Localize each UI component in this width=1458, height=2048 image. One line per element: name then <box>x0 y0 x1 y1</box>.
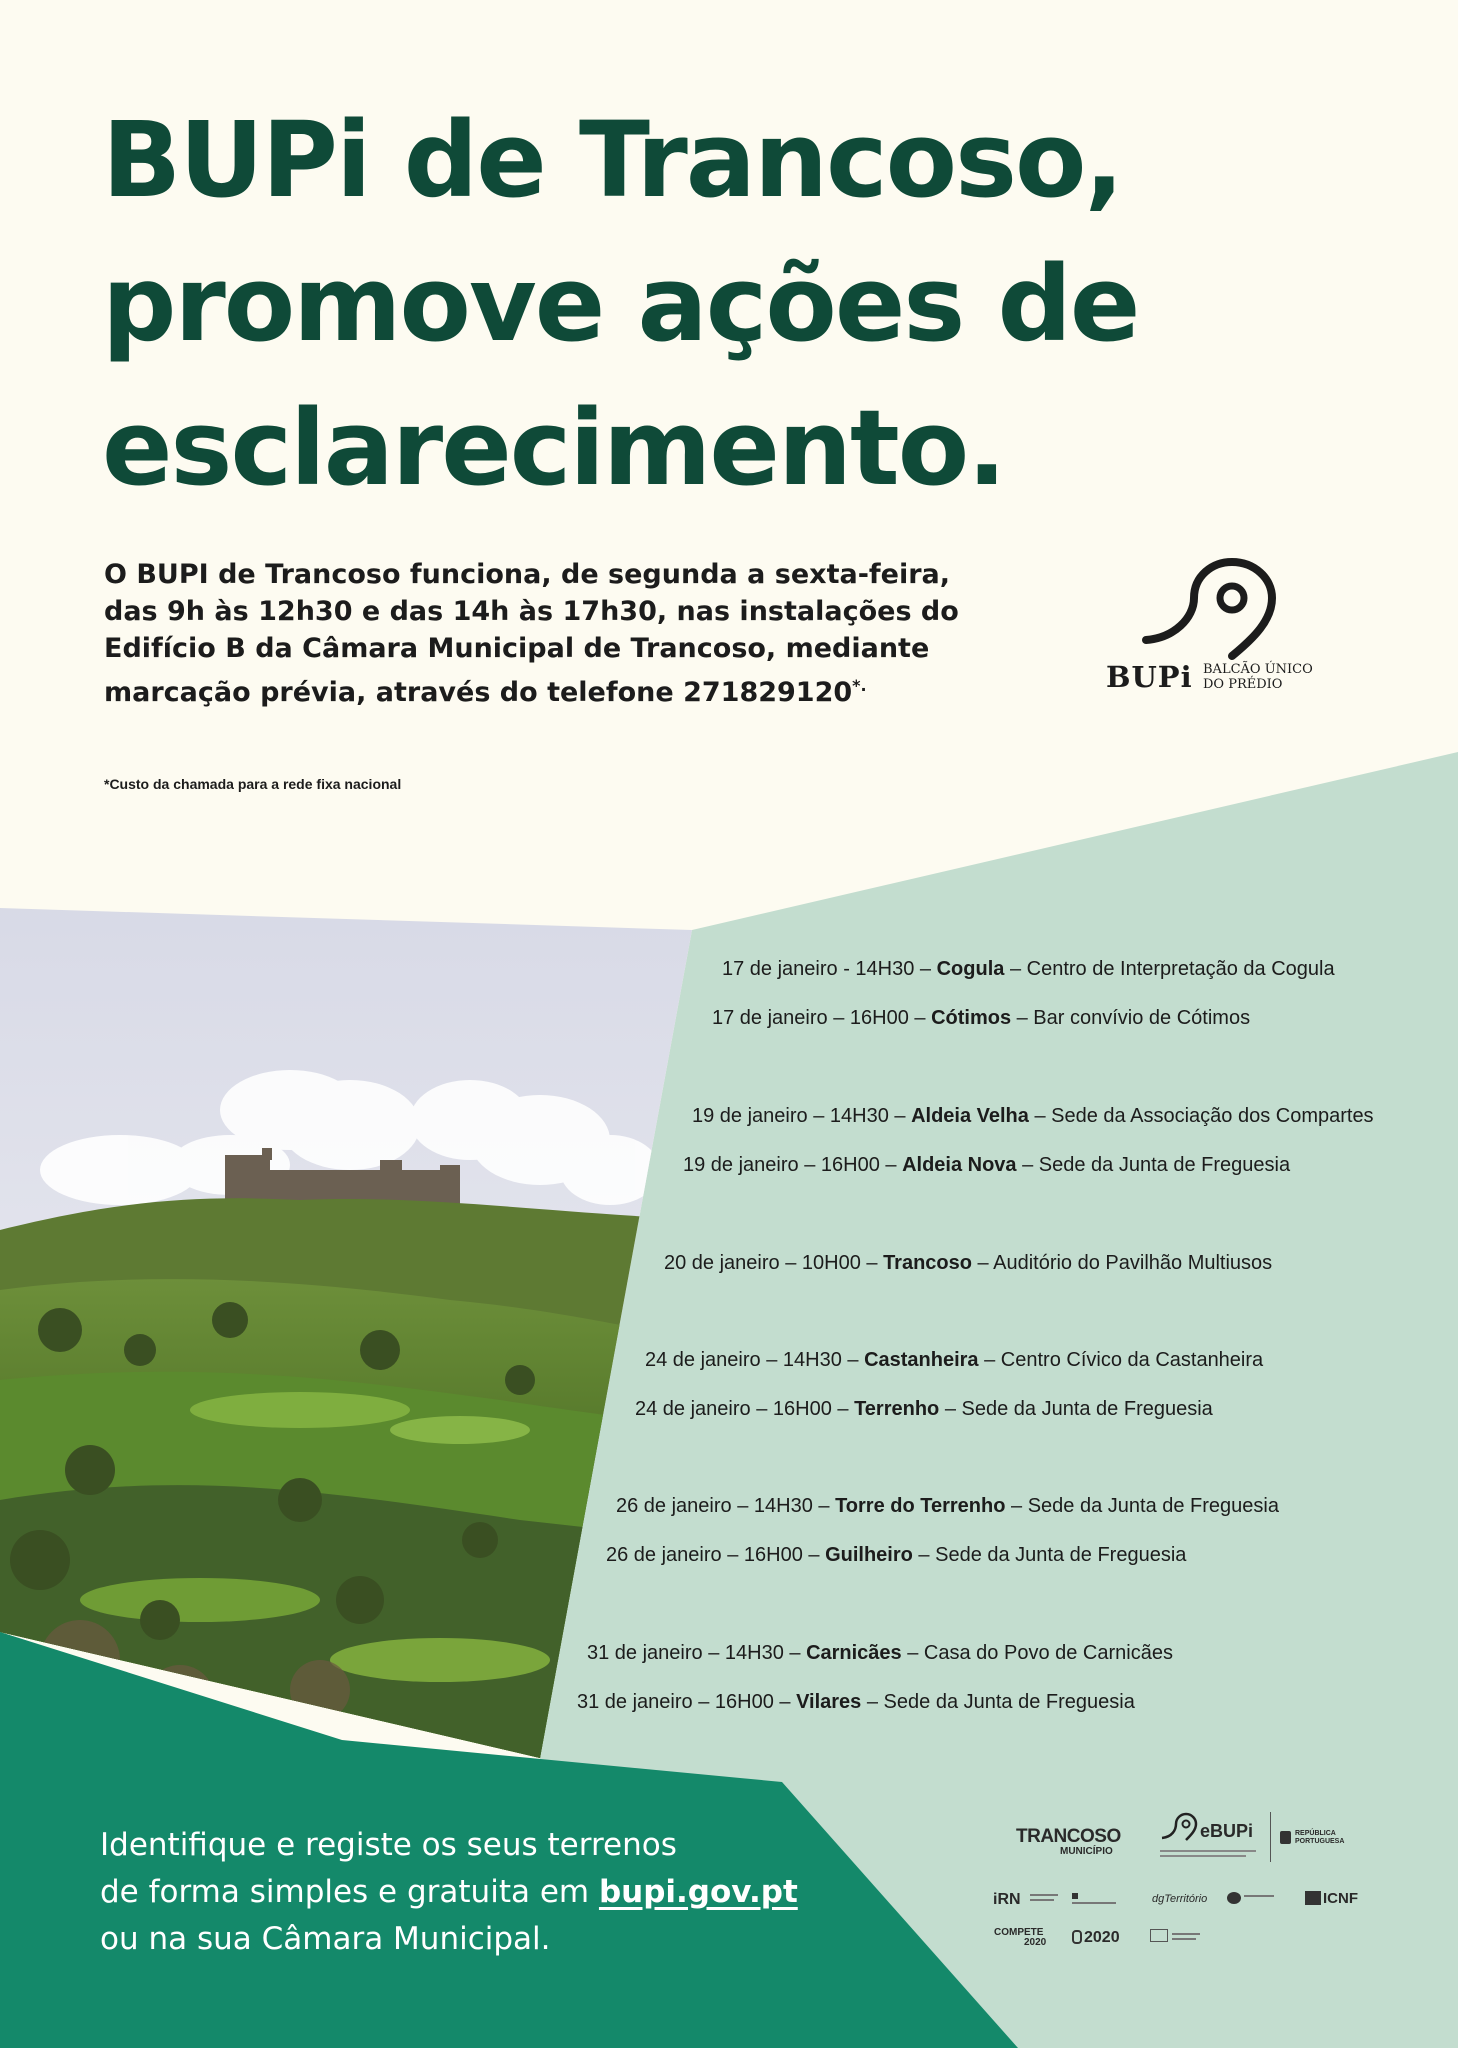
intro-line-2: das 9h às 12h30 e das 14h às 17h30, nas instalações do <box>104 596 959 627</box>
event-date-time: 17 de janeiro - 14H30 – <box>722 958 932 980</box>
cta-line-2 <box>100 1869 860 1916</box>
republica-logo <box>1295 1830 1344 1846</box>
headline-line-2: promove ações de <box>102 243 1139 365</box>
event-date-time: 26 de janeiro – 14H30 – <box>616 1495 830 1517</box>
irn-caption-line <box>1030 1899 1054 1901</box>
event-venue: – Sede da Junta de Freguesia <box>866 1691 1135 1713</box>
irn-logo: iRN <box>993 1891 1021 1908</box>
bupi-subtitle-line-1: BALCÃO ÚNICO <box>1203 662 1313 677</box>
event-location: Terrenho <box>854 1398 940 1420</box>
ama-logo-mark-icon <box>1072 1893 1078 1899</box>
event-date-time: 19 de janeiro – 16H00 – <box>683 1154 897 1176</box>
ifap-logo-icon <box>1227 1892 1241 1904</box>
event-date-time: 31 de janeiro – 16H00 – <box>577 1691 791 1713</box>
call-to-action <box>100 1822 860 1963</box>
event-venue: – Sede da Junta de Freguesia <box>918 1544 1187 1566</box>
ebupi-caption-line <box>1160 1850 1256 1852</box>
intro-line-1: O BUPI de Trancoso funciona, de segunda a sexta-feira, <box>104 559 951 590</box>
event-location: Castanheira <box>864 1349 979 1371</box>
republica-emblem-icon <box>1280 1831 1291 1844</box>
compete-logo: COMPETE <box>994 1927 1044 1938</box>
event-location: Guilheiro <box>825 1544 913 1566</box>
bupi-subtitle <box>1203 662 1313 692</box>
event-date-time: 19 de janeiro – 14H30 – <box>692 1105 906 1127</box>
event-location: Cogula <box>936 958 1005 980</box>
compete-logo-year: 2020 <box>1024 1937 1047 1948</box>
event-location: Aldeia Nova <box>902 1154 1017 1176</box>
ebupi-logo: eBUPi <box>1200 1821 1254 1841</box>
event-location: Vilares <box>796 1691 862 1713</box>
event-venue: – Sede da Associação dos Compartes <box>1034 1105 1374 1127</box>
event-date-time: 24 de janeiro – 16H00 – <box>635 1398 849 1420</box>
event-venue: – Bar convívio de Cótimos <box>1016 1007 1251 1029</box>
bupi-website-link[interactable]: bupi.gov.pt <box>598 1874 798 1910</box>
ama-caption-line <box>1072 1902 1116 1904</box>
event-date-time: 24 de janeiro – 14H30 – <box>645 1349 859 1371</box>
event-venue: – Sede da Junta de Freguesia <box>944 1398 1213 1420</box>
portugal2020-logo: 2020 <box>1084 1929 1120 1946</box>
logo-divider <box>1270 1812 1271 1862</box>
event-location: Aldeia Velha <box>911 1105 1029 1127</box>
event-venue: – Auditório do Pavilhão Multiusos <box>977 1252 1273 1274</box>
ebupi-pin-icon <box>1158 1812 1198 1848</box>
irn-caption-line <box>1030 1894 1058 1896</box>
event-date-time: 31 de janeiro – 14H30 – <box>587 1642 801 1664</box>
event-location: Carnicães <box>806 1642 902 1664</box>
event-venue: – Casa do Povo de Carnicães <box>907 1642 1173 1664</box>
cta-line-1: Identifique e registe os seus terrenos <box>100 1827 677 1863</box>
event-venue: – Sede da Junta de Freguesia <box>1022 1154 1291 1176</box>
event-location: Torre do Terrenho <box>835 1495 1006 1517</box>
trancoso-logo-subtitle: MUNICÍPIO <box>1060 1846 1113 1857</box>
ebupi-caption-line <box>1160 1855 1246 1857</box>
portugal2020-mark-icon <box>1072 1930 1082 1944</box>
bupi-wordmark: BUPi <box>1106 660 1193 694</box>
republica-logo-line-1: REPÚBLICA <box>1295 1830 1336 1837</box>
event-date-time: 17 de janeiro – 16H00 – <box>712 1007 926 1029</box>
cta-line-2-text: de forma simples e gratuita em <box>100 1874 599 1910</box>
footnote: *Custo da chamada para a rede fixa nacional <box>104 776 402 792</box>
intro-line-4: marcação prévia, através do telefone 271829120 <box>104 677 853 708</box>
headline-line-1: BUPi de Trancoso, <box>102 99 1122 221</box>
event-location: Trancoso <box>883 1252 972 1274</box>
icnf-logo: ICNF <box>1323 1890 1358 1907</box>
event-date-time: 20 de janeiro – 10H00 – <box>664 1252 878 1274</box>
dgterritorio-logo: dgTerritório <box>1152 1893 1208 1905</box>
eu-caption-line <box>1172 1933 1200 1935</box>
icnf-emblem-icon <box>1305 1891 1321 1905</box>
republica-logo-line-2: PORTUGUESA <box>1295 1838 1345 1845</box>
intro-asterisk: *. <box>852 676 867 695</box>
event-venue: – Centro Cívico da Castanheira <box>984 1349 1264 1371</box>
headline-line-3: esclarecimento. <box>102 387 1005 509</box>
event-venue: – Sede da Junta de Freguesia <box>1011 1495 1279 1517</box>
intro-paragraph <box>104 556 984 711</box>
trancoso-logo: TRANCOSO <box>1016 1826 1121 1847</box>
eu-flag-icon <box>1150 1929 1168 1942</box>
bupi-subtitle-line-2: DO PRÉDIO <box>1203 677 1283 692</box>
eu-caption-line <box>1172 1938 1196 1940</box>
cta-line-3: ou na sua Câmara Municipal. <box>100 1921 551 1957</box>
event-location: Cótimos <box>931 1007 1012 1029</box>
ifap-caption-line <box>1244 1895 1274 1897</box>
intro-line-3: Edifício B da Câmara Municipal de Trancoso, mediante <box>104 633 930 664</box>
event-venue: – Centro de Interpretação da Cogula <box>1009 958 1335 980</box>
headline <box>102 88 1302 520</box>
event-date-time: 26 de janeiro – 16H00 – <box>606 1544 820 1566</box>
